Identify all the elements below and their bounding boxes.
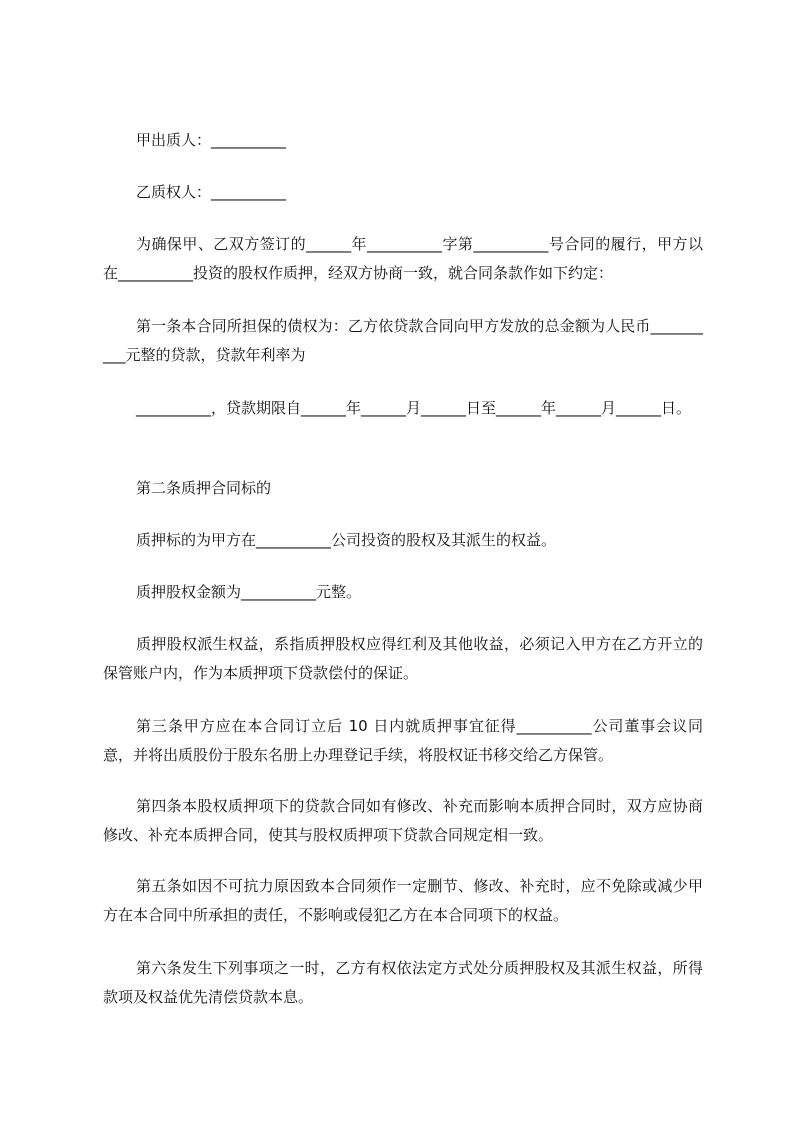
pledgee-line: 乙质权人：__________: [136, 183, 287, 201]
preamble-paragraph: 为确保甲、乙双方签订的______年__________字第__________号合同的履行，甲方以在__________投资的股权作质押，经双方协商一致，就合同条款作如下约定：: [103, 235, 703, 282]
derived-rights-paragraph: 质押股权派生权益，系指质押股权应得红利及其他收益，必须记入甲方在乙方开立的保管账户内，作为本质押项下贷款偿付的保证。: [103, 635, 703, 682]
pledge-subject-paragraph: 质押标的为甲方在__________公司投资的股权及其派生的权益。: [136, 531, 557, 549]
article-2-heading: 第二条质押合同标的: [136, 479, 272, 497]
article-3-paragraph: 第三条甲方应在本合同订立后 10 日内就质押事宜征得__________公司董事会议同意，并将出质股份于股东名册上办理登记手续，将股权证书移交给乙方保管。: [103, 717, 703, 764]
article-1-paragraph: 第一条本合同所担保的债权为：乙方依贷款合同向甲方发放的总金额为人民币__________元整的贷款，贷款年利率为: [103, 317, 703, 364]
article-4-paragraph: 第四条本股权质押项下的贷款合同如有修改、补充而影响本质押合同时，双方应协商修改、补充本质押合同，使其与股权质押项下贷款合同规定相一致。: [103, 797, 703, 844]
loan-term-paragraph: __________，贷款期限自______年______月______日至______年______月______日。: [136, 399, 692, 417]
article-5-paragraph: 第五条如因不可抗力原因致本合同须作一定删节、修改、补充时，应不免除或减少甲方在本合同中所承担的责任，不影响或侵犯乙方在本合同项下的权益。: [103, 877, 703, 924]
pledge-amount-paragraph: 质押股权金额为__________元整。: [136, 583, 362, 601]
article-6-paragraph: 第六条发生下列事项之一时，乙方有权依法定方式处分质押股权及其派生权益，所得款项及权益优先清偿贷款本息。: [103, 959, 703, 1006]
pledgor-line: 甲出质人：__________: [136, 131, 287, 149]
